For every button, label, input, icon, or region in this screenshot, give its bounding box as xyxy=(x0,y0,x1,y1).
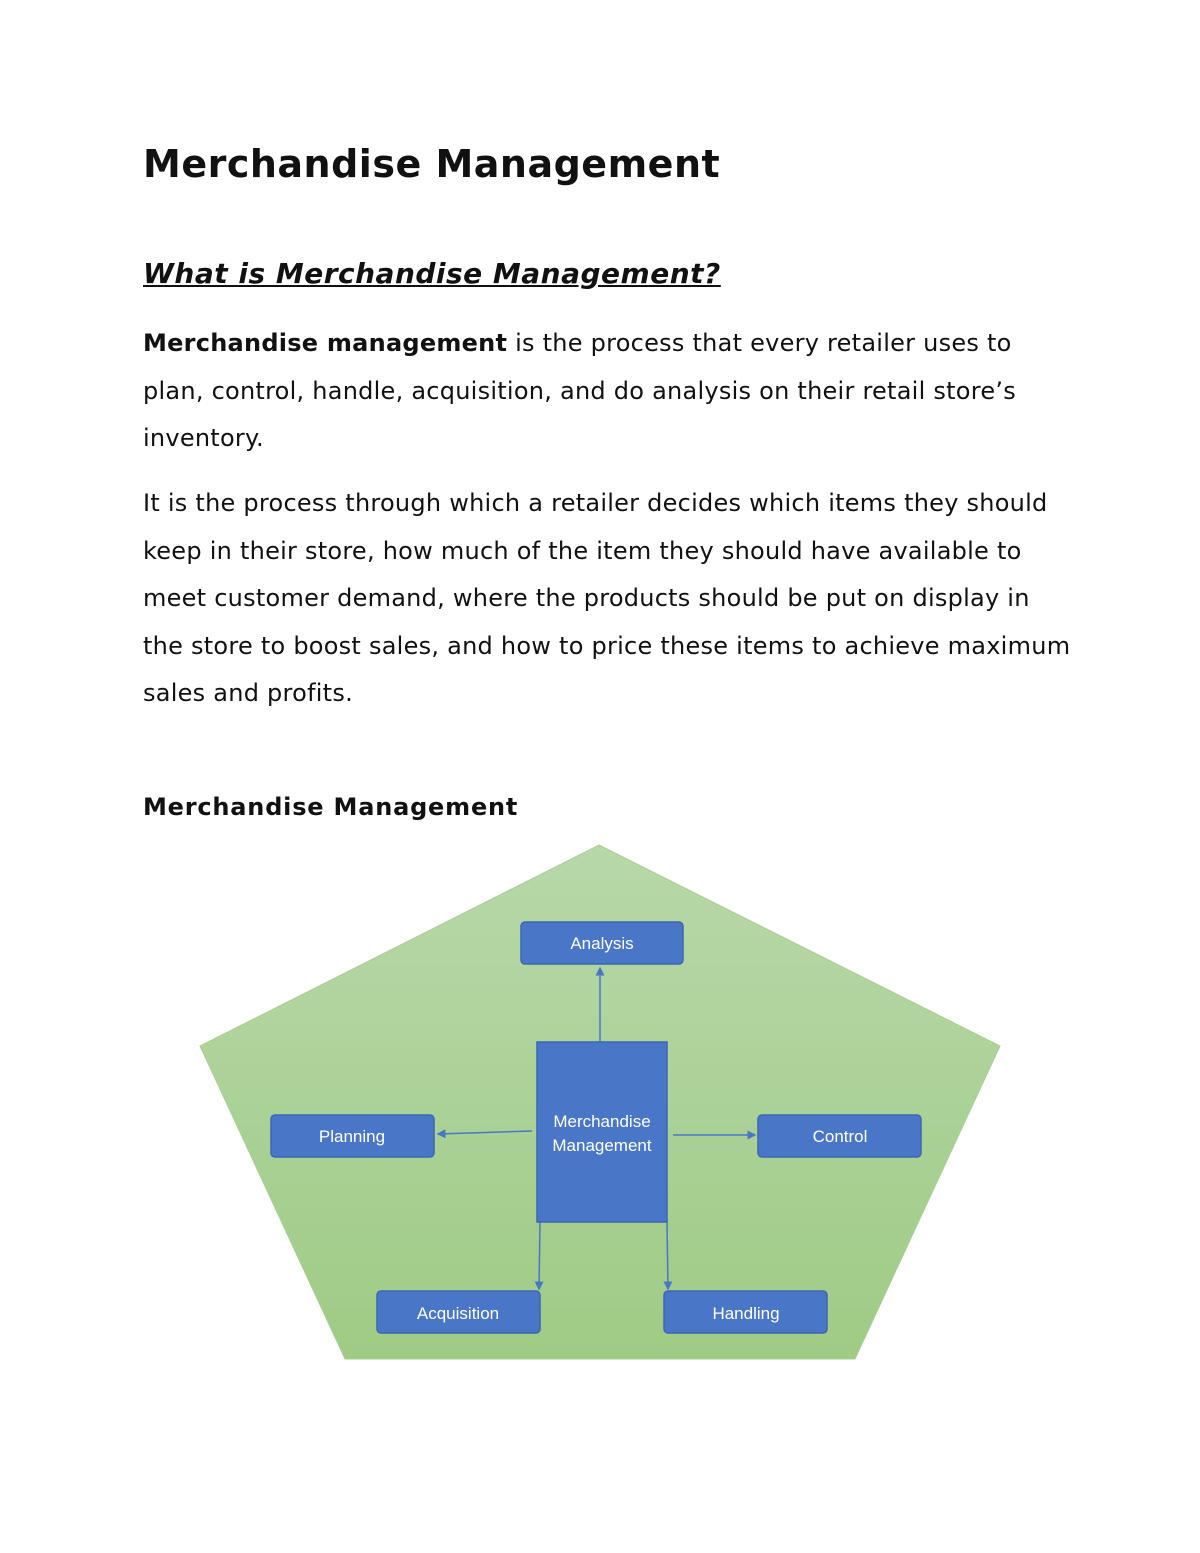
handling-label: Handling xyxy=(712,1304,780,1323)
diagram-heading: Merchandise Management xyxy=(143,793,519,821)
description-paragraph: It is the process through which a retailer decides which items they should keep in their store, how much of the item they should have available to meet customer demand, where the products should be put on display in the store to boost sales, and how to price these items to achieve maximum sales and profits. xyxy=(143,489,1071,707)
connector-to-handling xyxy=(667,1222,668,1289)
analysis-label: Analysis xyxy=(570,934,634,953)
connector-to-acquisition xyxy=(539,1222,540,1289)
definition-text: is the process that every retailer uses to plan, control, handle, acquisition, and do analysis on their retail store’s inventory. xyxy=(143,329,1016,452)
center-label-line1: Merchandise xyxy=(553,1112,651,1131)
center-label-line2: Management xyxy=(552,1136,652,1155)
planning-label: Planning xyxy=(318,1127,386,1146)
definition-term: Merchandise management xyxy=(143,329,508,357)
section-subtitle: What is Merchandise Management? xyxy=(143,257,721,290)
document-title: Merchandise Management xyxy=(143,142,721,186)
control-label: Control xyxy=(812,1127,868,1146)
acquisition-label: Acquisition xyxy=(416,1304,500,1323)
center-box xyxy=(537,1042,667,1222)
